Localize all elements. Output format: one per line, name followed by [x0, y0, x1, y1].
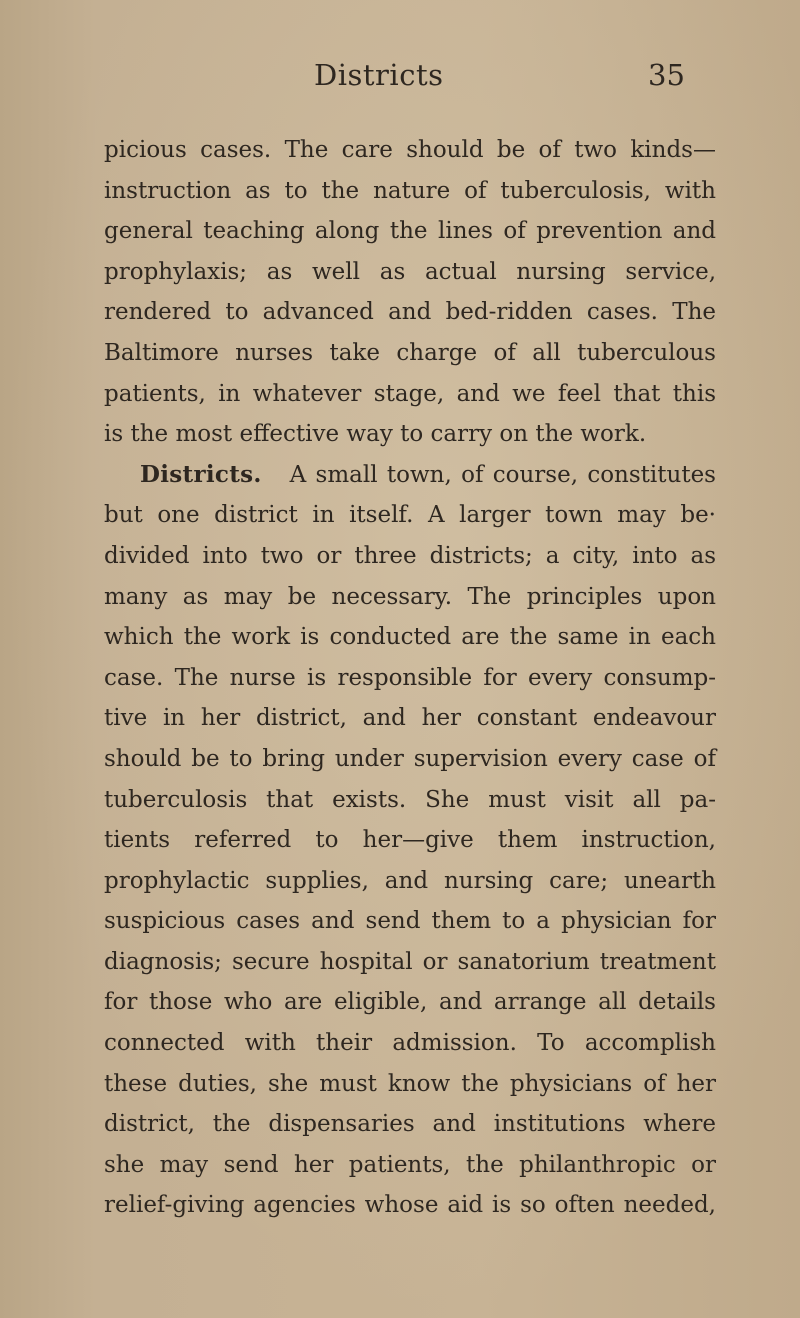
text-line: tients referred to her—give them instruction,	[104, 827, 716, 854]
text-line: suspicious cases and send them to a physician for	[104, 908, 716, 935]
text-line: should be to bring under supervision every case of	[104, 745, 716, 772]
text-line: instruction as to the nature of tuberculosis, with	[104, 177, 716, 204]
text-line: connected with their admission. To accomplish	[104, 1030, 716, 1057]
text-line: rendered to advanced and bed-ridden cases. The	[104, 299, 716, 326]
text-line: tuberculosis that exists. She must visit all pa-	[104, 786, 716, 813]
paragraph-tuberculosis-care	[104, 130, 716, 455]
text-line: which the work is conducted are the same in each	[104, 624, 716, 651]
page-number: 35	[648, 58, 685, 92]
text-line: case. The nurse is responsible for every consump-	[104, 664, 716, 691]
text-line: prophylaxis; as well as actual nursing service,	[104, 258, 716, 285]
text-line: for those who are eligible, and arrange all details	[104, 989, 716, 1016]
text-line: tive in her district, and her constant endeavour	[104, 705, 716, 732]
text-line	[104, 455, 716, 496]
text-line: is the most effective way to carry on the work.	[104, 421, 647, 448]
text-line: relief-giving agencies whose aid is so often needed,	[104, 1192, 716, 1219]
text-line: she may send her patients, the philanthropic or	[104, 1151, 716, 1178]
section-heading: Districts.	[140, 460, 262, 488]
text-line: general teaching along the lines of prevention and	[104, 218, 716, 245]
text-line: picious cases. The care should be of two kinds—	[104, 137, 716, 163]
text-line: prophylactic supplies, and nursing care; unearth	[104, 867, 716, 894]
paragraph-districts	[104, 455, 716, 1226]
body-text	[104, 130, 716, 1226]
text-line: these duties, she must know the physicians of her	[104, 1070, 716, 1097]
text-line: district, the dispensaries and institutions where	[104, 1111, 716, 1138]
text-line: divided into two or three districts; a city, into as	[104, 542, 716, 569]
text-line: Baltimore nurses take charge of all tuberculous	[104, 339, 716, 366]
running-head: Districts	[314, 58, 444, 92]
text-line: many as may be necessary. The principles upon	[104, 583, 716, 610]
text-line: but one district in itself. A larger town may be·	[104, 502, 716, 529]
page-header	[0, 58, 800, 98]
text-line: diagnosis; secure hospital or sanatorium treatment	[104, 948, 716, 975]
text-line-rest: A small town, of course, constitutes	[289, 461, 716, 488]
text-line: patients, in whatever stage, and we feel that this	[104, 380, 716, 407]
